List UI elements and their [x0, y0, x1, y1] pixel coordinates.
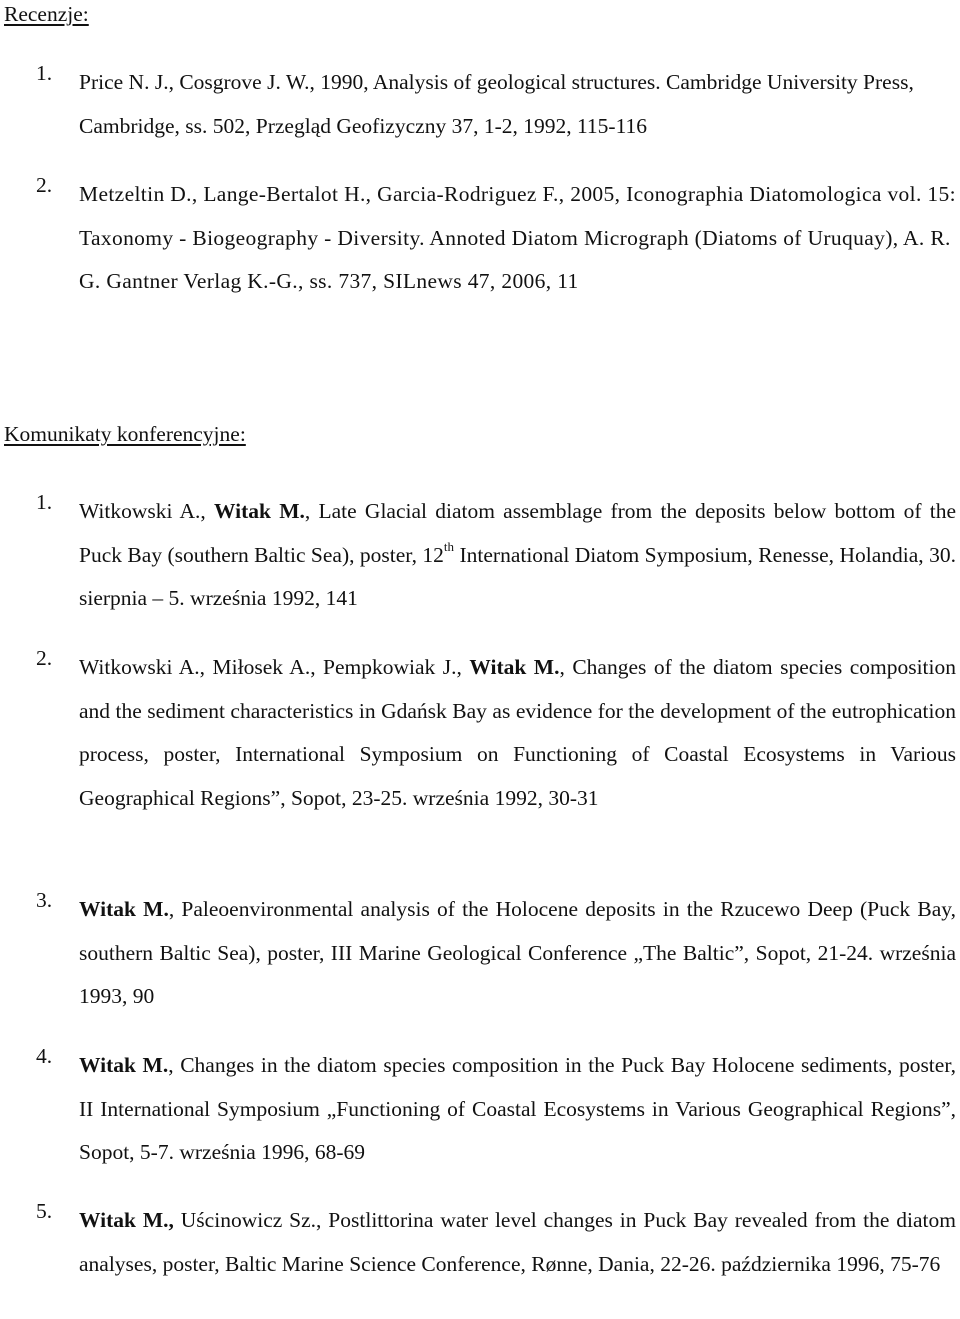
review-item [0, 61, 956, 148]
author-highlight: Witak M., [79, 1208, 174, 1232]
entry-text: International Diatom Symposium, Renesse, Holandia, 30. sierpnia – 5. września 1992, 141 [79, 542, 956, 611]
authors: Witkowski A., Miłosek A., Pempkowiak J., [79, 655, 470, 679]
conference-item [0, 1044, 956, 1175]
item-number: 1. [36, 61, 53, 85]
entry-text: , Paleoenvironmental analysis of the Holocene deposits in the Rzucewo Deep (Puck Bay, southern Baltic Sea), poster, III Marine Geological Conference „The Baltic”, Sopot, 21-24. września 1993, 90 [79, 897, 956, 1009]
conference-item [0, 646, 956, 820]
conference-text [79, 888, 956, 1019]
review-item [0, 173, 956, 304]
conference-item [0, 1199, 956, 1286]
authors: Witkowski A., [79, 499, 215, 523]
item-number: 2. [36, 173, 53, 197]
conference-text [79, 646, 956, 820]
entry-text: , Late Glacial diatom assemblage from the deposits below bottom of the Puck Bay (southern Baltic Sea), poster, 12 [79, 499, 957, 567]
item-number: 4. [36, 1044, 53, 1068]
entry-text: , Changes of the diatom species composition and the sediment characteristics in Gdańsk Bay as evidence for the development of the eutrophication process, poster, International Symposium on Functioning of Coastal Ecosystems in Various Geographical Regions”, Sopot, 23-25. września 1992, 30-31 [79, 655, 956, 810]
entry-text: , Postlittorina water level changes in Puck Bay revealed from the diatom analyses, poster, Baltic Marine Science Conference, Rønne, Dania, 22-26. października 1996, 75-76 [79, 1208, 957, 1276]
entry-text: , Changes in the diatom species composition in the Puck Bay Holocene sediments, poster, II International Symposium „Functioning of Coastal Ecosystems in Various Geographical Regions”, Sopot, 5-7. września 1996, 68-69 [79, 1053, 957, 1165]
author-highlight: Witak M. [469, 655, 560, 679]
conference-text [79, 1044, 956, 1175]
conference-item [0, 888, 956, 1019]
item-number: 2. [36, 646, 53, 670]
item-number: 1. [36, 490, 53, 514]
ordinal-suffix: th [443, 539, 455, 555]
reviews-heading: Recenzje: [4, 2, 89, 26]
authors: Uścinowicz Sz. [173, 1208, 317, 1232]
item-number: 3. [36, 888, 53, 912]
review-text: Price N. J., Cosgrove J. W., 1990, Analysis of geological structures. Cambridge University Press, Cambridge, ss. 502, Przegląd Geofizyczny 37, 1-2, 1992, 115-116 [79, 70, 914, 138]
author-highlight: Witak M. [79, 897, 169, 921]
conference-text [79, 490, 956, 621]
review-text: Metzeltin D., Lange-Bertalot H., Garcia-Rodriguez F., 2005, Iconographia Diatomologica vol. 15: Taxonomy - Biogeography - Diversity. Annoted Diatom Micrograph (Diatoms of Uruquay), A. R. G. Gantner Verlag K.-G., ss. 737, SILnews 47, 2006, 11 [79, 182, 956, 294]
conferences-heading: Komunikaty konferencyjne: [4, 422, 246, 446]
conference-text [79, 1199, 956, 1286]
item-number: 5. [36, 1199, 53, 1223]
author-highlight: Witak M. [214, 499, 305, 523]
conference-item [0, 490, 956, 621]
author-highlight: Witak M. [79, 1053, 169, 1077]
